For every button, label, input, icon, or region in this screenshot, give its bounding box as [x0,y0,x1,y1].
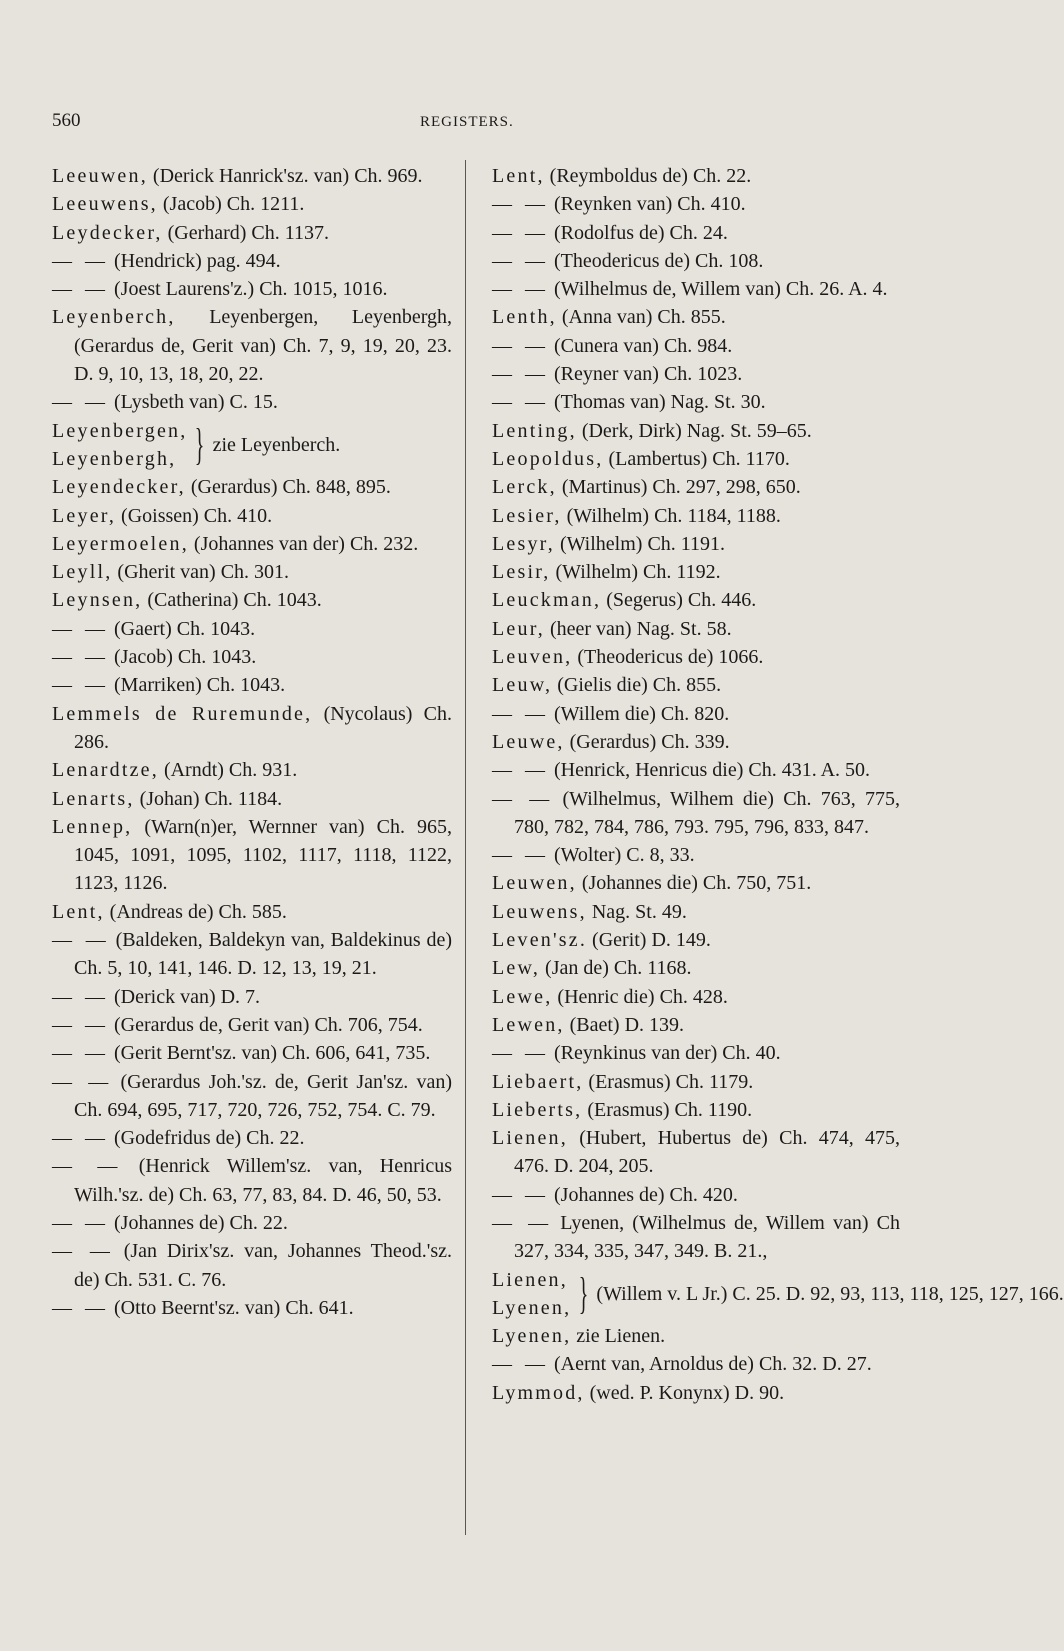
entry-line [492,303,900,331]
index-entry [492,1039,900,1067]
entry-line [52,1237,452,1294]
index-entry [492,586,900,614]
entry-text: (Jan de) Ch. 1168. [545,957,692,980]
entry-line [492,190,900,218]
index-entry [52,247,452,275]
entry-text: (Gaert) Ch. 1043. [114,617,256,640]
entry-text: (Hendrick) pag. 494. [114,249,281,272]
entry-line [492,1350,900,1378]
brace-headwords [492,1266,571,1323]
entry-line [492,473,900,501]
running-head: REGISTERS. [420,114,514,130]
right-column [492,162,1064,1407]
index-entry [52,558,452,586]
index-entry [52,303,452,388]
entry-line [492,1039,900,1067]
entry-headword: Lienen, [492,1268,568,1291]
ditto-dash: — — [492,702,549,725]
entry-text: (Erasmus) Ch. 1190. [587,1098,753,1121]
entry-text: (Wilhelm) Ch. 1184, 1188. [566,504,781,527]
index-entry [52,1209,452,1237]
index-entry [492,954,900,982]
index-entry [52,671,452,699]
ditto-dash: — — [52,674,109,697]
entry-line [492,586,900,614]
entry-text: (Henrick, Henricus die) Ch. 431. A. 50. [554,759,871,782]
index-entry [492,558,900,586]
ditto-dash: — — [52,1013,109,1036]
entry-text: (Baldeken, Baldekyn van, Baldekinus de) Ch. 5, 10, 141, 146. D. 12, 13, 19, 21. [74,929,453,980]
entry-text: (Martinus) Ch. 297, 298, 650. [561,476,801,499]
entry-text: (Lambertus) Ch. 1170. [608,447,790,470]
index-entry [52,1068,452,1125]
entry-text: (Reynkinus van der) Ch. 40. [554,1042,781,1065]
entry-line [52,303,452,388]
entry-line [52,983,452,1011]
ditto-dash: — — [492,193,549,216]
entry-line [492,728,900,756]
ditto-dash: — — [52,1042,109,1065]
brace-entry [492,1266,1064,1323]
entry-line [492,388,900,416]
entry-headword: Lyenen, [492,1325,572,1348]
entry-headword: Leuwens, [492,900,587,923]
brace-glyph: } [579,1268,589,1318]
entry-headword: Lenting, [492,419,577,442]
ditto-dash: — — [52,249,109,272]
entry-headword: Lesyr, [492,532,555,555]
entry-line [52,473,452,501]
index-entry [52,983,452,1011]
entry-headword: Leyenberch, [52,306,176,329]
index-entry [492,700,900,728]
index-entry [492,1209,900,1266]
entry-text: (Reymboldus de) Ch. 22. [549,165,752,187]
entry-line [492,926,900,954]
ditto-dash: — — [492,844,549,867]
entry-line [52,898,452,926]
entry-line [52,162,452,190]
index-entry [52,530,452,558]
entry-text: (Henric die) Ch. 428. [557,985,728,1008]
entry-line [492,785,900,842]
entry-text: (Gerit) D. 149. [592,929,711,952]
ditto-dash: — — [492,249,549,272]
index-entry [52,785,452,813]
ditto-dash: — — [52,985,109,1008]
entry-line [52,926,452,983]
index-entry [492,1350,900,1378]
entry-headword: Lyenen, [492,1296,572,1319]
entry-line [52,530,452,558]
entry-text: (Catherina) Ch. 1043. [147,589,322,612]
entry-text: (Cunera van) Ch. 984. [554,334,733,357]
ditto-dash: — — [52,1155,122,1178]
entry-text: (Goissen) Ch. 410. [121,504,273,527]
entry-text: (Derk, Dirk) Nag. St. 59–65. [581,419,812,442]
entry-headword: Lennep, [52,815,133,838]
index-entry [52,615,452,643]
index-entry [492,388,900,416]
entry-line [52,275,452,303]
ditto-dash: — — [52,646,109,669]
entry-line [492,671,900,699]
entry-headword: Lemmels de Ruremunde, [52,702,313,725]
entry-line [492,360,900,388]
entry-text: (Thomas van) Nag. St. 30. [554,391,766,414]
entry-text: (Gerit Bernt'sz. van) Ch. 606, 641, 735. [114,1042,431,1065]
index-entry [52,756,452,784]
entry-text: (Gielis die) Ch. 855. [557,674,722,697]
entry-text: (Erasmus) Ch. 1179. [588,1070,754,1093]
ditto-dash: — — [52,278,109,301]
entry-line [492,332,900,360]
ditto-dash: — — [52,617,109,640]
entry-text: (Baet) D. 139. [569,1013,685,1036]
entry-line [492,417,900,445]
index-entry [492,445,900,473]
entry-line [52,388,452,416]
index-entry [492,190,900,218]
ditto-dash: — — [492,391,549,414]
entry-text: (Johannes die) Ch. 750, 751. [581,872,812,895]
entry-text: (Godefridus de) Ch. 22. [114,1127,305,1150]
entry-line [52,1294,452,1322]
entry-text: (Joest Laurens'z.) Ch. 1015, 1016. [114,278,388,301]
entry-text: (Rodolfus de) Ch. 24. [554,221,728,244]
index-entry [492,530,900,558]
index-entry [492,360,900,388]
entry-headword: Leeuwens, [52,193,158,216]
index-entry [492,1011,900,1039]
left-column [52,162,452,1322]
index-entry [492,332,900,360]
entry-text: (Nycolaus) Ch. 286. [74,702,453,753]
index-entry [52,473,452,501]
ditto-dash: — — [492,759,549,782]
entry-line [492,1068,900,1096]
index-entry [52,275,452,303]
entry-line [492,1181,900,1209]
index-entry [52,898,452,926]
entry-text: (Theodericus de) Ch. 108. [554,249,764,272]
ditto-dash: — — [492,1211,553,1234]
brace-entry [52,417,452,474]
index-entry [492,728,900,756]
entry-line [492,219,900,247]
index-entry [492,1096,900,1124]
entry-headword: Lent, [52,900,105,923]
index-entry [492,671,900,699]
entry-line [52,756,452,784]
entry-line [492,1096,900,1124]
index-entry [492,1181,900,1209]
entry-text: (Wilhelm) Ch. 1192. [555,561,721,584]
entry-text: (Gerardus) Ch. 848, 895. [190,476,391,499]
index-entry [492,1068,900,1096]
entry-reference: (Willem v. L Jr.) C. 25. D. 92, 93, 113, 118, 125, 127, 166. [596,1282,1064,1305]
index-entry [52,1124,452,1152]
index-entry [52,1039,452,1067]
index-entry [52,1152,452,1209]
ditto-dash: — — [52,1296,109,1319]
entry-headword: Leyll, [52,561,113,584]
entry-line [492,247,900,275]
index-entry [492,869,900,897]
entry-text: (Segerus) Ch. 446. [606,589,757,612]
entry-text: (Reynken van) Ch. 410. [554,193,746,216]
entry-text: (Reyner van) Ch. 1023. [554,363,743,386]
index-entry [52,926,452,983]
ditto-dash: — — [492,1042,549,1065]
entry-text: (Anna van) Ch. 855. [561,306,726,329]
index-entry [492,926,900,954]
index-entry [492,417,900,445]
entry-text: (Gerardus Joh.'sz. de, Gerit Jan'sz. van) Ch. 694, 695, 717, 720, 726, 752, 754. C. 79. [74,1070,453,1121]
entry-headword: Lymmod, [492,1381,585,1404]
entry-headword: Leeuwen, [52,165,148,187]
entry-text: (Gerardus) Ch. 339. [569,730,730,753]
index-entry [492,219,900,247]
entry-text: (Derick van) D. 7. [114,985,261,1008]
index-entry [52,1011,452,1039]
index-entry [492,785,900,842]
entry-text: (heer van) Nag. St. 58. [549,617,732,640]
ditto-dash: — — [492,334,549,357]
index-entry [492,898,900,926]
entry-text: (Wilhelmus, Wilhem die) Ch. 763, 775, 780, 782, 784, 786, 793. 795, 796, 833, 847. [514,787,901,838]
entry-headword: Liebaert, [492,1070,584,1093]
page-number: 560 [52,110,81,131]
entry-line [52,190,452,218]
entry-headword: Leur, [492,617,545,640]
entry-line [52,502,452,530]
ditto-dash: — — [52,1240,114,1263]
entry-line [492,162,900,190]
entry-text: (Marriken) Ch. 1043. [114,674,286,697]
entry-text: (Theodericus de) 1066. [577,646,764,669]
entry-headword: Lew, [492,957,541,980]
entry-line [492,954,900,982]
entry-headword: Leydecker, [52,221,163,244]
entry-headword: Lieberts, [492,1098,583,1121]
index-entry [492,502,900,530]
ditto-dash: — — [52,1070,113,1093]
entry-headword: Lienen, [492,1127,568,1150]
index-entry [492,841,900,869]
entry-line [52,247,452,275]
entry-text: (Jan Dirix'sz. van, Johannes Theod.'sz. de) Ch. 531. C. 76. [74,1240,453,1291]
entry-headword: Lerck, [492,476,557,499]
ditto-dash: — — [492,1353,549,1376]
entry-text: (Johannes van der) Ch. 232. [193,532,419,555]
entry-line [492,841,900,869]
entry-headword: Leyer, [52,504,117,527]
ditto-dash: — — [52,1127,109,1150]
entry-line [492,756,900,784]
index-entry [492,643,900,671]
index-entry [492,275,900,303]
entry-text: (Johannes de) Ch. 420. [554,1183,738,1206]
entry-line [52,1068,452,1125]
entry-line [492,1322,900,1350]
entry-text: (Jacob) Ch. 1043. [114,646,257,669]
entry-line [52,1039,452,1067]
entry-headword: Leyendecker, [52,476,186,499]
entry-text: Lyenen, (Wilhelmus de, Willem van) Ch 327, 334, 335, 347, 349. B. 21., [514,1211,901,1263]
entry-headword: Leopoldus, [492,447,604,470]
entry-text: (Andreas de) Ch. 585. [109,900,287,923]
ditto-dash: — — [492,1183,549,1206]
entry-reference: zie Leyenberch. [212,433,341,456]
index-entry [492,983,900,1011]
ditto-dash: — — [492,363,549,386]
entry-line [492,643,900,671]
index-entry [52,643,452,671]
entry-line [492,869,900,897]
entry-line [492,1209,900,1266]
entry-headword: Leuwen, [492,872,577,895]
entry-line [492,898,900,926]
entry-headword: Lenardtze, [52,759,159,782]
entry-headword: Leyenbergh, [52,447,177,470]
entry-text: zie Lienen. [576,1325,666,1348]
index-entry [52,813,452,898]
ditto-dash: — — [492,787,554,810]
entry-headword: Leyenbergen, [52,419,188,442]
entry-line [492,615,900,643]
entry-line [492,983,900,1011]
column-divider [465,160,466,1535]
entry-text: (Wilhelmus de, Willem van) Ch. 26. A. 4. [554,278,888,301]
entry-text: (Johannes de) Ch. 22. [114,1211,288,1234]
entry-line [52,586,452,614]
entry-line [52,813,452,898]
entry-headword: Lenarts, [52,787,135,810]
entry-headword: Lewe, [492,985,553,1008]
entry-headword: Leynsen, [52,589,143,612]
index-entry [52,190,452,218]
entry-text: (Hubert, Hubertus de) Ch. 474, 475, 476. D. 204, 205. [514,1127,900,1178]
index-entry [492,1322,900,1350]
entry-text: (Lysbeth van) C. 15. [114,391,278,414]
entry-text: (Jacob) Ch. 1211. [162,193,305,216]
entry-text: Leyenbergen, Leyenbergh, (Gerardus de, Gerit van) Ch. 7, 9, 19, 20, 23. D. 9, 10, 13, 18, 20, 22. [74,306,453,386]
entry-text: (Gerardus de, Gerit van) Ch. 706, 754. [114,1013,423,1036]
entry-line [52,1152,452,1209]
index-entry [52,1237,452,1294]
ditto-dash: — — [492,221,549,244]
index-entry [492,162,900,190]
brace-headwords [52,417,187,474]
ditto-dash: — — [492,278,549,301]
index-entry [492,1379,900,1407]
brace-glyph: } [195,419,205,469]
entry-line [52,1209,452,1237]
entry-headword: Leuven, [492,646,573,669]
entry-text: (Henrick Willem'sz. van, Henricus Wilh.'sz. de) Ch. 63, 77, 83, 84. D. 46, 50, 53. [74,1155,453,1206]
entry-text: (Derick Hanrick'sz. van) Ch. 969. [152,165,423,187]
entry-headword: Leuckman, [492,589,602,612]
index-entry [52,700,452,757]
index-entry [492,1124,900,1181]
entry-headword: Lewen, [492,1013,565,1036]
entry-line [52,643,452,671]
entry-line [492,700,900,728]
entry-line [492,275,900,303]
entry-headword: Leyermoelen, [52,532,189,555]
entry-text: (Johan) Ch. 1184. [139,787,283,810]
index-entry [492,303,900,331]
entry-line [492,1379,900,1407]
index-entry [52,219,452,247]
entry-text: (Wilhelm) Ch. 1191. [559,532,726,555]
entry-line [52,1124,452,1152]
entry-text: (Otto Beernt'sz. van) Ch. 641. [114,1296,354,1319]
entry-text: (Willem die) Ch. 820. [554,702,730,725]
entry-headword: Lenth, [492,306,557,329]
entry-line [52,219,452,247]
entry-headword: Leven'sz. [492,929,588,952]
entry-line [492,445,900,473]
entry-headword: Leuw, [492,674,553,697]
entry-line [52,1011,452,1039]
entry-line [492,1124,900,1181]
index-entry [52,1294,452,1322]
index-entry [52,388,452,416]
entry-headword: Lent, [492,165,545,187]
entry-text: (Warn(n)er, Wernner van) Ch. 965, 1045, 1091, 1095, 1102, 1117, 1118, 1122, 1123, 1126. [74,815,452,895]
entry-text: (wed. P. Konynx) D. 90. [589,1381,785,1404]
entry-line [492,558,900,586]
entry-line [52,615,452,643]
entry-line [52,671,452,699]
entry-line [52,558,452,586]
entry-line [492,502,900,530]
entry-text: (Wolter) C. 8, 33. [554,844,695,867]
entry-headword: Lesir, [492,561,551,584]
entry-text: (Aernt van, Arnoldus de) Ch. 32. D. 27. [554,1353,872,1376]
entry-line [492,1011,900,1039]
entry-headword: Lesier, [492,504,562,527]
entry-headword: Leuwe, [492,730,565,753]
index-entry [52,586,452,614]
entry-line [492,530,900,558]
ditto-dash: — — [52,1211,109,1234]
index-entry [492,473,900,501]
index-entry [492,615,900,643]
entry-line [52,700,452,757]
entry-text: (Gherit van) Ch. 301. [117,561,290,584]
ditto-dash: — — [52,391,109,414]
ditto-dash: — — [52,929,110,952]
entry-text: (Gerhard) Ch. 1137. [167,221,330,244]
index-entry [492,756,900,784]
entry-text: Nag. St. 49. [591,900,687,923]
index-entry [492,247,900,275]
index-entry [52,502,452,530]
entry-line [52,785,452,813]
index-entry [52,162,452,190]
entry-text: (Arndt) Ch. 931. [163,759,298,782]
